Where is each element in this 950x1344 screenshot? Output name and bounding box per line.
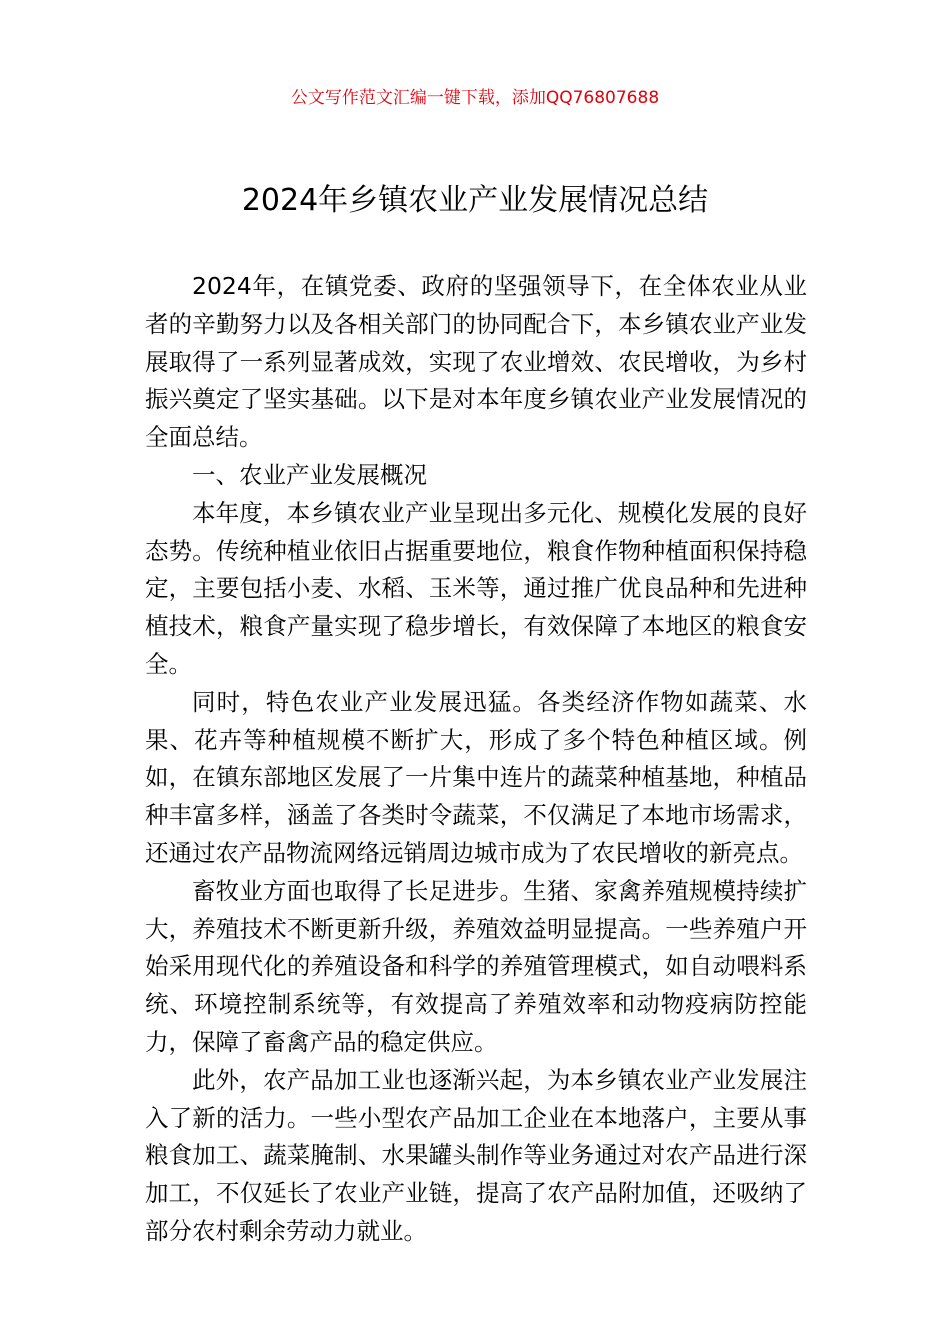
- paragraph-animal-husbandry: 畜牧业方面也取得了长足进步。生猪、家禽养殖规模持续扩大，养殖技术不断更新升级，养殖效益明显提高。一些养殖户开始采用现代化的养殖设备和科学的养殖管理模式，如自动喂料系统、环境控制系统等，有效提高了养殖效率和动物疫病防控能力，保障了畜禽产品的稳定供应。: [145, 876, 807, 1056]
- header-download-note: 公文写作范文汇编一键下载，添加QQ76807688: [290, 88, 660, 108]
- document-title: 2024年乡镇农业产业发展情况总结: [241, 183, 709, 218]
- document-body: [145, 268, 807, 1251]
- paragraph-planting: 本年度，本乡镇农业产业呈现出多元化、规模化发展的良好态势。传统种植业依旧占据重要地位，粮食作物种植面积保持稳定，主要包括小麦、水稻、玉米等，通过推广优良品种和先进种植技术，粮食产量实现了稳步增长，有效保障了本地区的粮食安全。: [145, 498, 807, 678]
- paragraph-intro: 2024年，在镇党委、政府的坚强领导下，在全体农业从业者的辛勤努力以及各相关部门的协同配合下，本乡镇农业产业发展取得了一系列显著成效，实现了农业增效、农民增收，为乡村振兴奠定了坚实基础。以下是对本年度乡镇农业产业发展情况的全面总结。: [145, 272, 807, 452]
- paragraph-processing-industry: 此外，农产品加工业也逐渐兴起，为本乡镇农业产业发展注入了新的活力。一些小型农产品加工企业在本地落户，主要从事粮食加工、蔬菜腌制、水果罐头制作等业务通过对农产品进行深加工，不仅延长了农业产业链，提高了农产品附加值，还吸纳了部分农村剩余劳动力就业。: [145, 1065, 807, 1245]
- section-heading-overview: 一、农业产业发展概况: [192, 460, 427, 489]
- paragraph-specialty-agriculture: 同时，特色农业产业发展迅猛。各类经济作物如蔬菜、水果、花卉等种植规模不断扩大，形成了多个特色种植区域。例如，在镇东部地区发展了一片集中连片的蔬菜种植基地，种植品种丰富多样，涵盖了各类时令蔬菜，不仅满足了本地市场需求，还通过农产品物流网络远销周边城市成为了农民增收的新亮点。: [145, 687, 807, 867]
